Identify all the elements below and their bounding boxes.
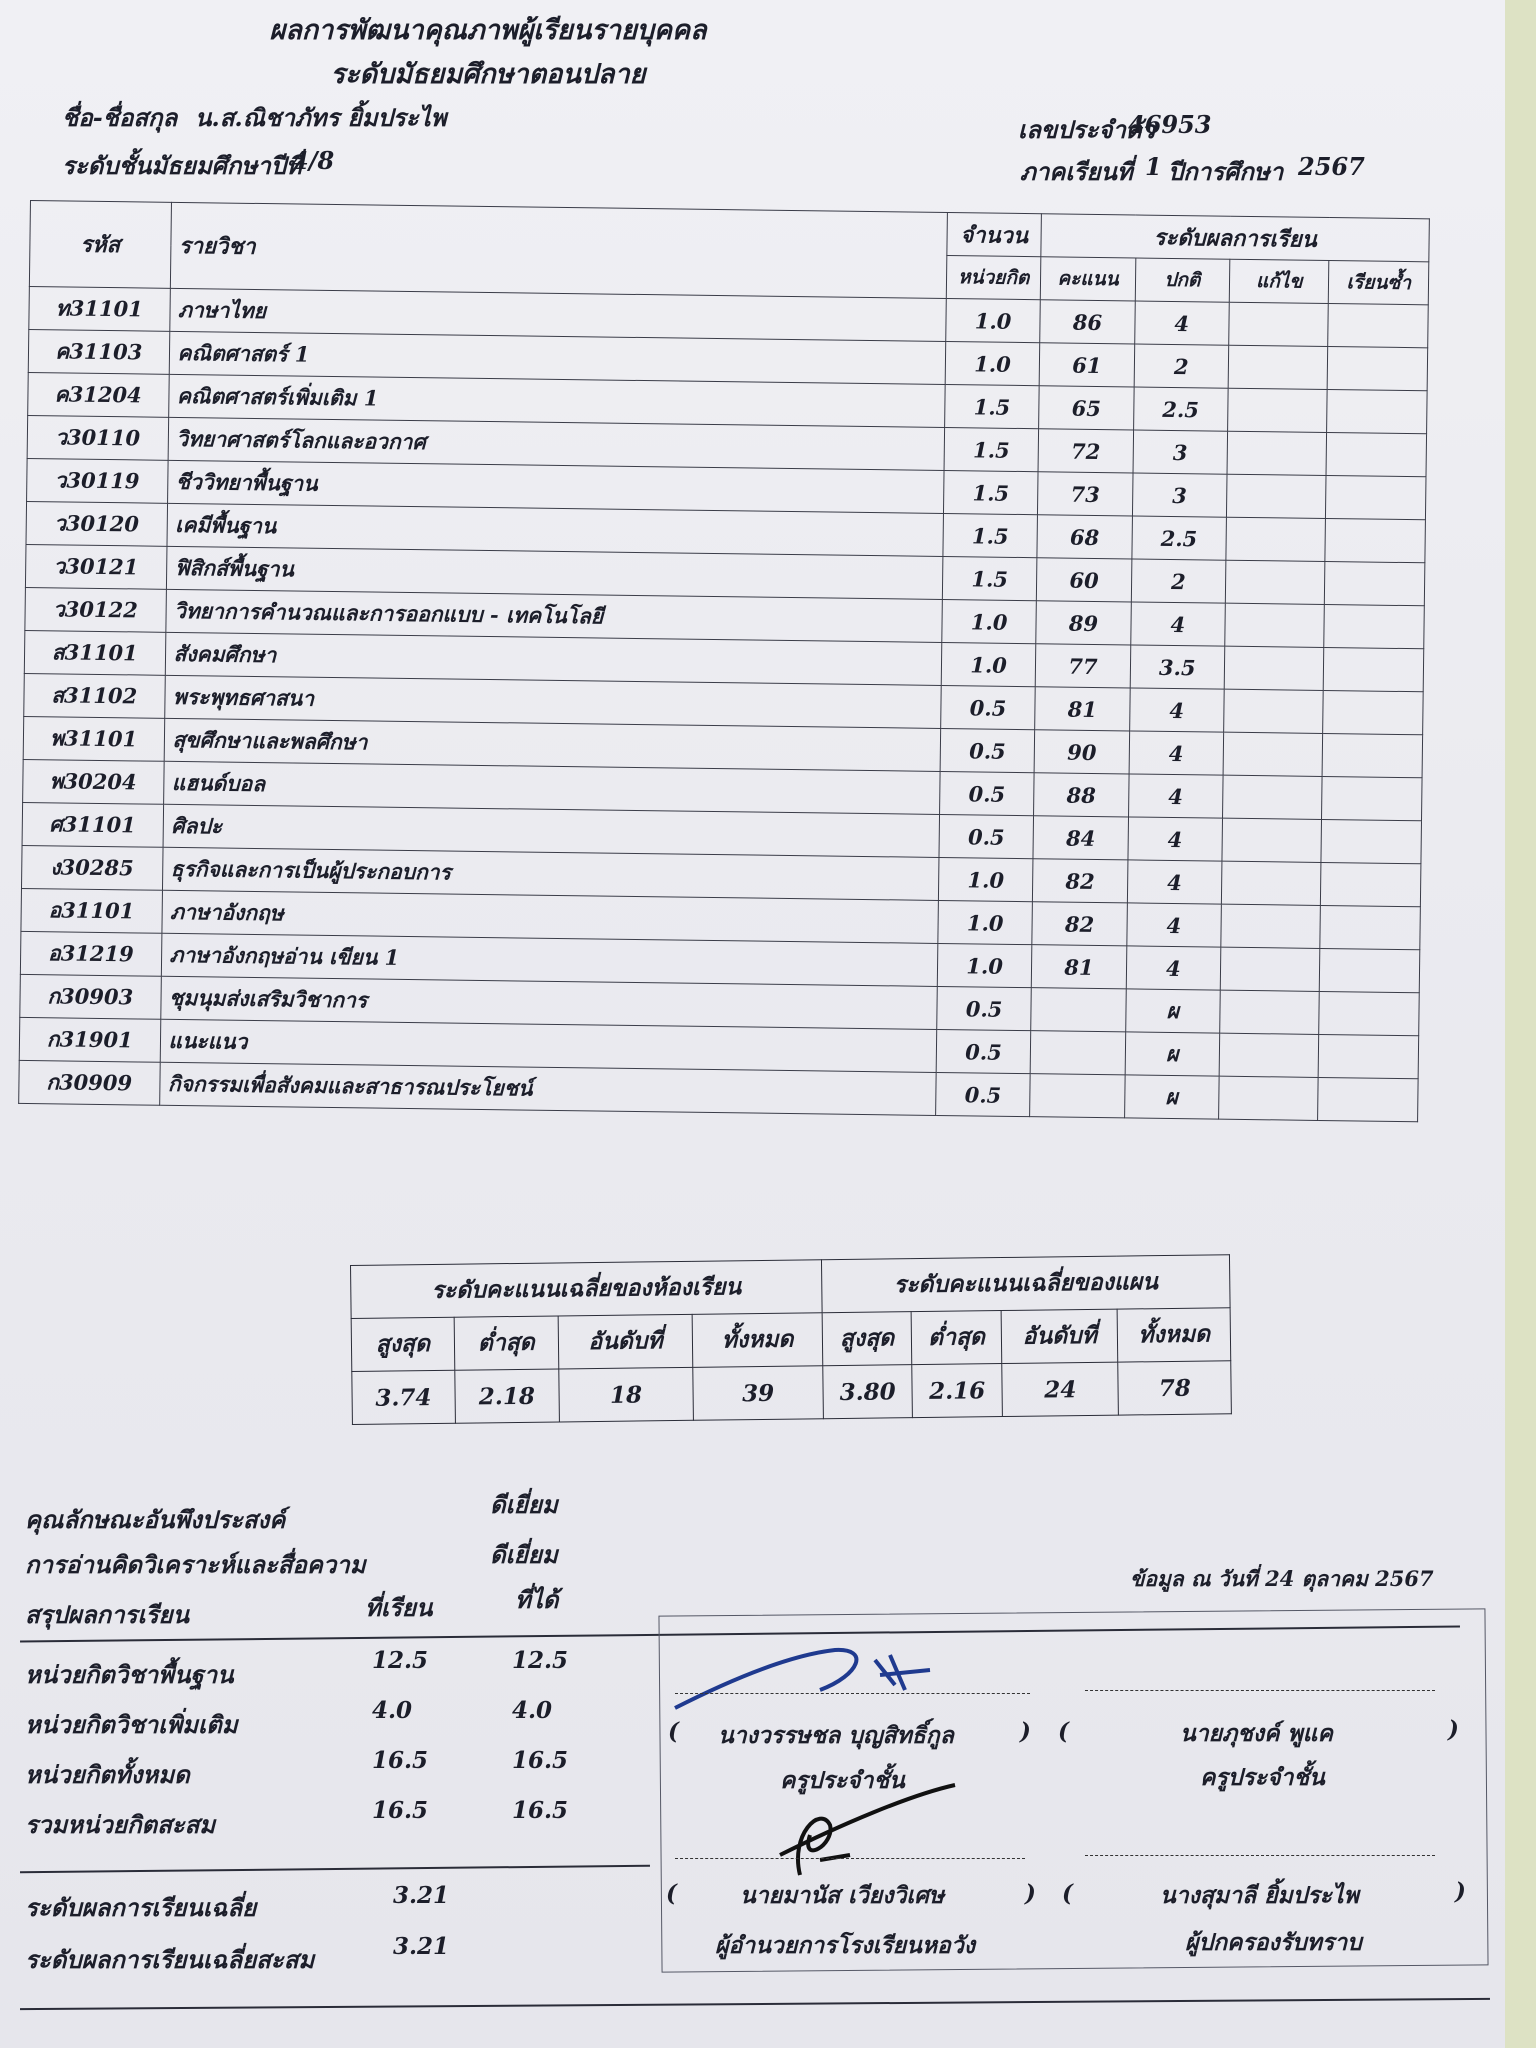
subject-score: 72: [1038, 429, 1133, 473]
subject-grade: 2: [1134, 344, 1229, 388]
credit-earned: 12.5: [512, 1647, 569, 1674]
summary-title: สรุปผลการเรียน: [25, 1600, 190, 1629]
program-max-label: สูงสุด: [822, 1312, 912, 1366]
col-earned: ที่ได้: [515, 1585, 559, 1614]
subject-name: ภาษาไทย: [169, 288, 946, 341]
subject-code: ส31101: [24, 630, 165, 675]
subject-remedial: [1227, 431, 1327, 475]
col-credit-top: จำนวน: [947, 213, 1042, 257]
subject-name: แนะแนว: [160, 1019, 937, 1072]
subject-name: ชุมนุมส่งเสริมวิชาการ: [160, 976, 937, 1029]
sig-line-2: [1085, 1690, 1435, 1691]
subject-score: 81: [1035, 687, 1130, 731]
subject-score: 68: [1037, 515, 1132, 559]
subject-repeat: [1328, 347, 1428, 391]
credit-earned: 16.5: [512, 1797, 569, 1824]
class-rank: 18: [559, 1367, 694, 1422]
subject-credit: 0.5: [940, 728, 1035, 772]
director-signature: [760, 1765, 1000, 1885]
col-results-group: ระดับผลการเรียน: [1041, 214, 1429, 262]
sig-line-3: [675, 1858, 1025, 1859]
program-total-label: ทั้งหมด: [1118, 1308, 1231, 1362]
subject-score: 89: [1036, 601, 1131, 645]
subject-remedial: [1225, 560, 1325, 604]
subject-remedial: [1225, 603, 1325, 647]
subject-code: ค31204: [28, 372, 169, 417]
teacher2-role: ครูประจำชั้น: [1200, 1764, 1325, 1791]
student-name-label: ชื่อ-ชื่อสกุล: [62, 103, 178, 132]
subject-grade: 4: [1128, 817, 1223, 861]
subject-credit: 1.0: [941, 642, 1036, 686]
director-open-paren: (: [666, 1880, 677, 1907]
class-rank-label: อันดับที่: [558, 1314, 693, 1369]
subject-credit: 1.5: [944, 427, 1039, 471]
subject-repeat: [1325, 518, 1425, 562]
class-max-label: สูงสุด: [351, 1317, 454, 1371]
subject-name: สุขศึกษาและพลศึกษา: [164, 718, 941, 771]
subject-grade: 4: [1126, 903, 1221, 947]
subject-score: 84: [1033, 816, 1128, 860]
subject-repeat: [1328, 304, 1428, 348]
subject-grade: 3: [1133, 430, 1228, 474]
program-total: 78: [1118, 1361, 1231, 1415]
subject-grade: 3: [1132, 473, 1227, 517]
subject-repeat: [1321, 862, 1421, 906]
class-total-label: ทั้งหมด: [692, 1313, 823, 1368]
subject-credit: 0.5: [936, 1072, 1031, 1116]
credit-earned: 4.0: [512, 1697, 553, 1724]
director-name: นายมานัส เวียงวิเศษ: [740, 1882, 944, 1909]
parent-role: ผู้ปกครองรับทราบ: [1185, 1929, 1362, 1956]
subject-repeat: [1326, 432, 1426, 476]
subject-credit: 1.0: [938, 857, 1033, 901]
subject-name: แฮนด์บอล: [163, 761, 940, 814]
subject-credit: 1.5: [943, 513, 1038, 557]
subject-name: คณิตศาสตร์ 1: [169, 331, 946, 384]
sig-line-1: [675, 1693, 1030, 1694]
subject-remedial: [1219, 1076, 1319, 1120]
subject-grade: 4: [1126, 946, 1221, 990]
subject-code: อ31101: [21, 888, 162, 933]
desired-traits-label: คุณลักษณะอันพึงประสงค์: [25, 1505, 286, 1534]
subject-credit: 1.0: [937, 943, 1032, 987]
subject-score: 88: [1034, 773, 1129, 817]
year-label: ปีการศึกษา: [1168, 157, 1284, 186]
subject-remedial: [1221, 861, 1321, 905]
subject-remedial: [1221, 904, 1321, 948]
subject-credit: 1.0: [938, 900, 1033, 944]
program-rank: 24: [1002, 1362, 1119, 1416]
teacher2-open-paren: (: [1058, 1718, 1069, 1745]
col-remedial: แก้ไข: [1229, 259, 1329, 303]
teacher1-close-paren: ): [1020, 1718, 1031, 1745]
subject-credit: 1.0: [945, 341, 1040, 385]
teacher1-open-paren: (: [668, 1718, 679, 1745]
year: 2567: [1298, 152, 1365, 181]
subject-repeat: [1320, 948, 1420, 992]
subject-name: ชีววิทยาพื้นฐาน: [167, 460, 944, 513]
grade-level: 4/8: [292, 146, 335, 175]
subject-grade: 2: [1131, 559, 1226, 603]
subject-score: 82: [1033, 859, 1128, 903]
subject-remedial: [1220, 947, 1320, 991]
subject-repeat: [1324, 647, 1424, 691]
subject-score: 81: [1032, 945, 1127, 989]
subject-credit: 0.5: [939, 814, 1034, 858]
subject-remedial: [1226, 474, 1326, 518]
subject-score: 90: [1034, 730, 1129, 774]
student-id-label: เลขประจำตัว: [1018, 115, 1155, 144]
teacher1-name: นางวรรษชล บุญสิทธิ์กูล: [718, 1722, 954, 1749]
subject-code: ศ31101: [22, 802, 163, 847]
col-code: รหัส: [29, 201, 171, 289]
subject-name: สังคมศึกษา: [165, 632, 942, 685]
subject-grade: 2.5: [1132, 516, 1227, 560]
subject-score: 60: [1037, 558, 1132, 602]
credit-studied: 16.5: [372, 1797, 429, 1824]
class-min-label: ต่ำสุด: [454, 1316, 559, 1370]
subject-score: 77: [1035, 644, 1130, 688]
director-close-paren: ): [1025, 1880, 1036, 1907]
subject-remedial: [1228, 388, 1328, 432]
subject-credit: 1.0: [942, 599, 1037, 643]
grade-level-label: ระดับชั้นมัธยมศึกษาปีที่: [62, 151, 302, 180]
class-avg-header: ระดับคะแนนเฉลี่ยของห้องเรียน: [351, 1260, 823, 1319]
subject-grade: 2.5: [1133, 387, 1228, 431]
subject-remedial: [1229, 302, 1329, 346]
subject-repeat: [1323, 733, 1423, 777]
student-name: น.ส.ณิชาภัทร ยิ้มประไพ: [195, 103, 447, 132]
subject-score: 86: [1040, 300, 1135, 344]
subject-code: ว30119: [27, 458, 168, 503]
sig-line-4: [1085, 1855, 1435, 1856]
class-total: 39: [693, 1366, 824, 1421]
subject-name: เคมีพื้นฐาน: [166, 503, 943, 556]
credit-studied: 4.0: [372, 1697, 413, 1724]
desired-traits-value: ดีเยี่ยม: [490, 1490, 558, 1519]
gpa-value: 3.21: [393, 1882, 450, 1909]
col-grade: ปกติ: [1135, 258, 1230, 302]
credit-label: รวมหน่วยกิตสะสม: [25, 1810, 216, 1839]
background-strip: [1505, 0, 1536, 2048]
subject-repeat: [1320, 905, 1420, 949]
credit-studied: 12.5: [372, 1647, 429, 1674]
director-role: ผู้อำนวยการโรงเรียนหอวัง: [715, 1932, 975, 1959]
subject-credit: 0.5: [936, 1029, 1031, 1073]
subject-name: คณิตศาสตร์เพิ่มเติม 1: [168, 374, 945, 427]
student-id: 46953: [1128, 110, 1212, 139]
subject-grade: 4: [1130, 602, 1225, 646]
subject-grade: ผ: [1125, 989, 1220, 1033]
subject-code: ว30120: [26, 501, 167, 546]
subject-credit: 0.5: [939, 771, 1034, 815]
credit-earned: 16.5: [512, 1747, 569, 1774]
subject-grade: ผ: [1125, 1032, 1220, 1076]
subject-score: 82: [1032, 902, 1127, 946]
class-max: 3.74: [352, 1370, 455, 1424]
subject-repeat: [1318, 1077, 1418, 1121]
subject-code: พ30204: [23, 759, 164, 804]
subject-code: พ31101: [23, 716, 164, 761]
subject-remedial: [1219, 1033, 1319, 1077]
parent-open-paren: (: [1062, 1880, 1073, 1907]
col-score: คะแนน: [1041, 257, 1136, 301]
subject-repeat: [1326, 475, 1426, 519]
subject-score: 73: [1038, 472, 1133, 516]
report-title: ผลการพัฒนาคุณภาพผู้เรียนรายบุคคล: [269, 15, 707, 46]
subject-name: ภาษาอังกฤษ: [161, 890, 938, 943]
credit-label: หน่วยกิตทั้งหมด: [25, 1760, 190, 1789]
cumulative-gpa-label: ระดับผลการเรียนเฉลี่ยสะสม: [25, 1945, 315, 1974]
data-date: ข้อมูล ณ วันที่ 24 ตุลาคม 2567: [1130, 1566, 1434, 1591]
cumulative-gpa-value: 3.21: [393, 1933, 450, 1960]
grades-table: [18, 200, 1430, 1122]
subject-code: ก30903: [20, 974, 161, 1019]
term-label: ภาคเรียนที่: [1020, 157, 1133, 186]
subject-repeat: [1321, 819, 1421, 863]
subject-remedial: [1223, 732, 1323, 776]
subject-credit: 1.5: [942, 556, 1037, 600]
subject-credit: 0.5: [941, 685, 1036, 729]
subject-code: ว30110: [27, 415, 168, 460]
subject-grade: 4: [1129, 688, 1224, 732]
term: 1: [1145, 152, 1162, 181]
subject-name: ภาษาอังกฤษอ่าน เขียน 1: [161, 933, 938, 986]
subject-repeat: [1323, 690, 1423, 734]
report-subtitle: ระดับมัธยมศึกษาตอนปลาย: [330, 59, 646, 90]
class-min: 2.18: [454, 1369, 559, 1423]
subject-name: ฟิสิกส์พื้นฐาน: [166, 546, 943, 599]
subject-grade: ผ: [1124, 1075, 1219, 1119]
subject-credit: 0.5: [937, 986, 1032, 1030]
subject-credit: 1.5: [943, 470, 1038, 514]
subject-remedial: [1223, 775, 1323, 819]
subject-repeat: [1319, 991, 1419, 1035]
subject-score: [1031, 988, 1126, 1032]
subject-repeat: [1319, 1034, 1419, 1078]
program-avg-header: ระดับคะแนนเฉลี่ยของแผน: [822, 1255, 1231, 1313]
subject-credit: 1.5: [945, 384, 1040, 428]
gpa-label: ระดับผลการเรียนเฉลี่ย: [25, 1893, 257, 1922]
subject-remedial: [1228, 345, 1328, 389]
program-min: 2.16: [912, 1364, 1003, 1418]
subject-name: วิทยาศาสตร์โลกและอวกาศ: [168, 417, 945, 470]
subject-remedial: [1224, 689, 1324, 733]
subject-grade: 4: [1134, 301, 1229, 345]
program-min-label: ต่ำสุด: [911, 1311, 1002, 1365]
parent-name: นางสุมาลี ยิ้มประไพ: [1160, 1882, 1359, 1909]
teacher1-signature: [670, 1640, 970, 1720]
col-credit-bottom: หน่วยกิต: [946, 256, 1041, 300]
subject-score: 61: [1039, 343, 1134, 387]
subject-repeat: [1322, 776, 1422, 820]
subject-remedial: [1226, 517, 1326, 561]
subject-repeat: [1327, 390, 1427, 434]
credit-studied: 16.5: [372, 1747, 429, 1774]
reading-label: การอ่านคิดวิเคราะห์และสื่อความ: [25, 1550, 366, 1579]
subject-score: 65: [1039, 386, 1134, 430]
col-subject: รายวิชา: [170, 202, 947, 298]
subject-code: ว30121: [25, 544, 166, 589]
subject-credit: 1.0: [946, 299, 1041, 343]
subject-remedial: [1220, 990, 1320, 1034]
subject-score: [1030, 1031, 1125, 1075]
program-max: 3.80: [823, 1365, 913, 1419]
credit-label: หน่วยกิตวิชาเพิ่มเติม: [25, 1710, 238, 1739]
reading-value: ดีเยี่ยม: [490, 1540, 558, 1569]
subject-repeat: [1324, 604, 1424, 648]
subject-name: พระพุทธศาสนา: [164, 675, 941, 728]
subject-repeat: [1325, 561, 1425, 605]
subject-name: ศิลปะ: [163, 804, 940, 857]
parent-close-paren: ): [1455, 1878, 1466, 1905]
subject-name: วิทยาการคำนวณและการออกแบบ - เทคโนโลยี: [165, 589, 942, 642]
subject-grade: 4: [1128, 774, 1223, 818]
subject-grade: 4: [1127, 860, 1222, 904]
subject-code: ส31102: [24, 673, 165, 718]
subject-grade: 3.5: [1130, 645, 1225, 689]
subject-code: ก31901: [19, 1017, 160, 1062]
subject-code: ง30285: [21, 845, 162, 890]
program-rank-label: อันดับที่: [1001, 1309, 1118, 1363]
teacher2-close-paren: ): [1448, 1716, 1459, 1743]
subject-name: ธุรกิจและการเป็นผู้ประกอบการ: [162, 847, 939, 900]
subject-code: ก30909: [19, 1060, 160, 1105]
subject-grade: 4: [1129, 731, 1224, 775]
subject-name: กิจกรรมเพื่อสังคมและสาธารณประโยชน์: [159, 1062, 936, 1115]
subject-remedial: [1222, 818, 1322, 862]
subject-code: ค31103: [28, 329, 169, 374]
col-studied: ที่เรียน: [365, 1593, 433, 1622]
subject-score: [1030, 1074, 1125, 1118]
credit-label: หน่วยกิตวิชาพื้นฐาน: [25, 1660, 234, 1689]
average-table: [350, 1254, 1232, 1425]
subject-code: ท31101: [29, 286, 170, 331]
subject-remedial: [1224, 646, 1324, 690]
subject-code: ว30122: [25, 587, 166, 632]
subject-code: อ31219: [20, 931, 161, 976]
teacher1-role: ครูประจำชั้น: [780, 1767, 905, 1794]
col-repeat: เรียนซ้ำ: [1329, 261, 1429, 305]
teacher2-name: นายภุชงค์ พูแค: [1180, 1720, 1333, 1747]
